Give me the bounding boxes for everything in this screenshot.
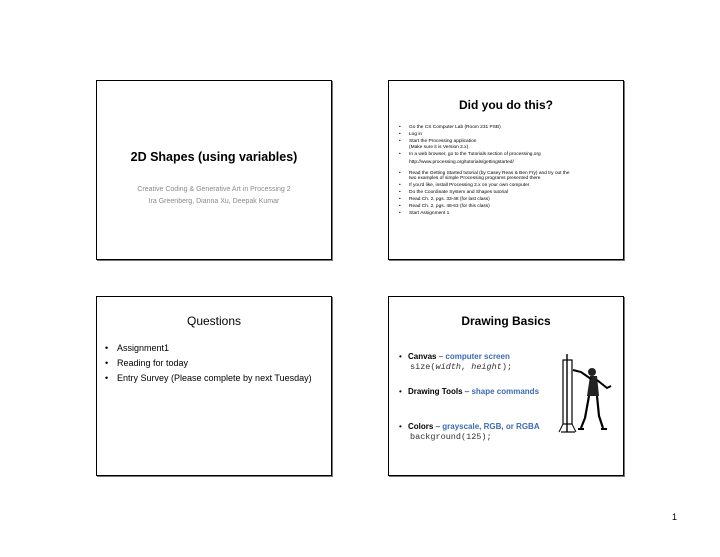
slide-title bbox=[96, 80, 332, 260]
list-item: • Start Assignment 1 bbox=[399, 211, 450, 217]
list-item: • In a web browser, go to the Tutorials section of processing.org bbox=[399, 151, 541, 157]
slide-1-subtitle bbox=[97, 184, 331, 208]
list-item: • Assignment1 bbox=[105, 343, 170, 353]
slide-4-title: Drawing Basics bbox=[461, 314, 551, 328]
slide-3-title: Questions bbox=[186, 314, 242, 328]
size-code: size(width, height); bbox=[410, 362, 513, 372]
questions-list bbox=[105, 342, 325, 387]
list-item: • If you'd like, install Processing 2.x on your own computer bbox=[399, 183, 530, 189]
list-item: • Log in bbox=[399, 131, 423, 137]
page-number: 1 bbox=[672, 512, 678, 522]
canvas-item: • Canvas – computer screen size(width, height); bbox=[399, 352, 513, 372]
list-item: • Read the Getting Started tutorial (by Casey Reas & Ben Fry) and try out the two examples of simple Processing programs presented there bbox=[399, 170, 570, 182]
slide-did-you-do-this bbox=[388, 80, 624, 260]
list-item: • Entry Survey (Please complete by next Tuesday) bbox=[105, 373, 312, 383]
slide-2-title: Did you do this? bbox=[459, 98, 553, 112]
checklist bbox=[399, 125, 617, 218]
list-item: • Do the Coordinate System and Shapes tutorial bbox=[399, 190, 508, 196]
colors-item: • Colors – grayscale, RGB, or RGBA background(125); bbox=[399, 422, 540, 442]
course-name: Creative Coding & Generative Art in Processing 2 bbox=[137, 186, 291, 193]
list-item: • Reading for today bbox=[105, 358, 189, 368]
background-code: background(125); bbox=[410, 432, 492, 442]
drawing-tools-item: • Drawing Tools – shape commands bbox=[399, 387, 540, 396]
list-item: • Read Ch. 2, pgs. 48-63 (for this class) bbox=[399, 204, 490, 210]
slide-drawing-basics bbox=[388, 296, 624, 476]
tutorial-url: http://www.processing.org/tutorials/gettingstarted/ bbox=[409, 160, 514, 166]
list-item: • Read Ch. 2, pgs. 33-48 (for last class) bbox=[399, 197, 490, 203]
list-item: • Start the Processing application (Make sure it is Version 2.x) bbox=[399, 138, 477, 150]
slide-questions bbox=[96, 296, 332, 476]
artist-at-canvas-illustration bbox=[557, 352, 615, 434]
slide-1-title: 2D Shapes (using variables) bbox=[130, 150, 298, 164]
list-item: • Go the CS Computer Lab (Room 231 PSB) bbox=[399, 125, 501, 130]
authors: Ira Greenberg, Dianna Xu, Deepak Kumar bbox=[148, 198, 280, 205]
